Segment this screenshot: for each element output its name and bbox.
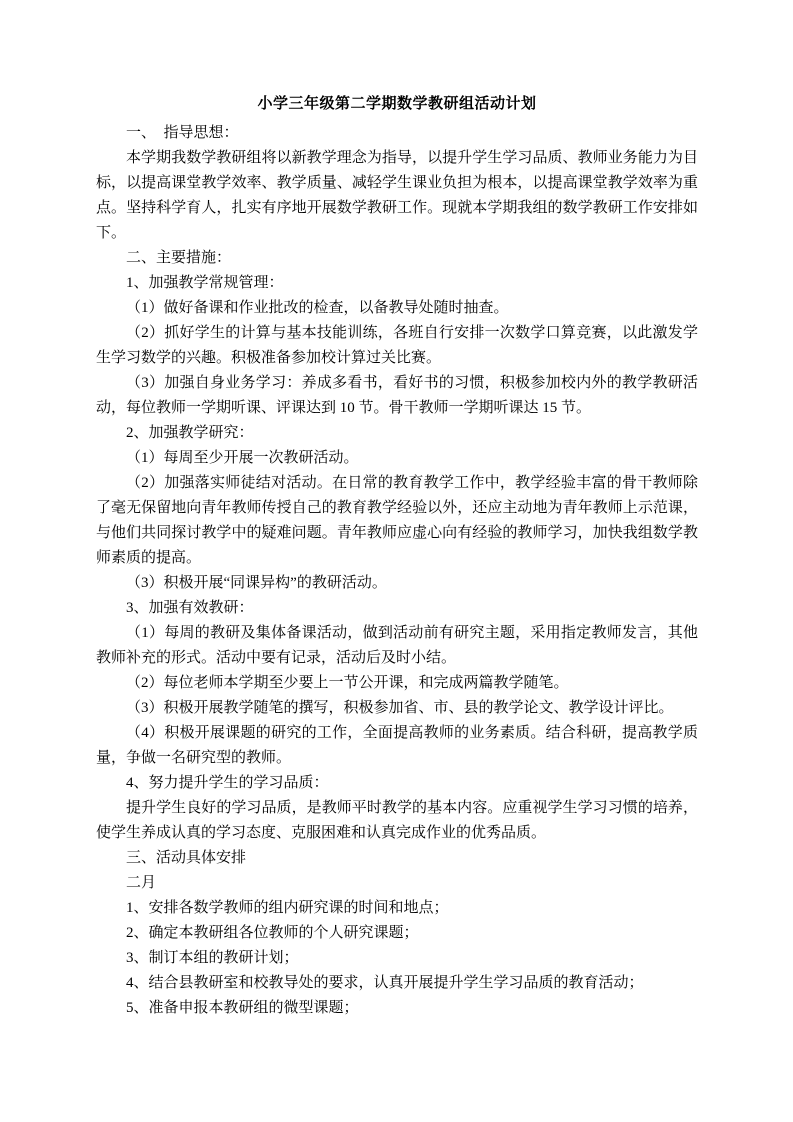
paragraph: （1）每周的教研及集体备课活动，做到活动前有研究主题，采用指定教师发言，其他教师补充的形式。活动中要有记录，活动后及时小结。: [96, 625, 698, 666]
paragraph: 1、安排各数学教师的组内研究课的时间和地点；: [126, 900, 449, 916]
document-content: [96, 0, 698, 1021]
paragraph: 1、加强教学常规管理：: [126, 275, 284, 291]
paragraph: 3、制订本组的教研计划；: [126, 950, 299, 966]
paragraph: 一、 指导思想：: [126, 125, 239, 141]
paragraph: 5、准备申报本教研组的微型课题；: [126, 1000, 359, 1016]
paragraph: 二、主要措施：: [126, 250, 232, 266]
paragraph: （2）每位老师本学期至少要上一节公开课，和完成两篇教学随笔。: [126, 675, 569, 691]
paragraph: 3、加强有效教研：: [126, 600, 254, 616]
paragraph: （2）加强落实师徒结对活动。在日常的教育教学工作中，教学经验丰富的骨干教师除了毫无保留地向青年教师传授自己的教育教学经验以外，还应主动地为青年教师上示范课，与他们共同探讨教学中的疑难问题。青年教师应虚心向有经验的教师学习，加快我组数学教师素质的提高。: [96, 475, 698, 566]
document-body: [96, 121, 698, 1021]
paragraph: （1）每周至少开展一次教研活动。: [126, 450, 359, 466]
paragraph: 提升学生良好的学习品质，是教师平时教学的基本内容。应重视学生学习习惯的培养，使学生养成认真的学习态度、克服困难和认真完成作业的优秀品质。: [96, 800, 698, 841]
paragraph: （4）积极开展课题的研究的工作，全面提高教师的业务素质。结合科研，提高教学质量，争做一名研究型的教师。: [96, 725, 698, 766]
paragraph: （3）积极开展“同课异构”的教研活动。: [126, 575, 387, 591]
paragraph: 4、努力提升学生的学习品质：: [126, 775, 329, 791]
paragraph: 2、加强教学研究：: [126, 425, 254, 441]
paragraph: 4、结合县教研室和校教导处的要求，认真开展提升学生学习品质的教育活动；: [126, 975, 644, 991]
paragraph: （2）抓好学生的计算与基本技能训练，各班自行安排一次数学口算竞赛，以此激发学生学习数学的兴趣。积极准备参加校计算过关比赛。: [96, 325, 698, 366]
paragraph: （1）做好备课和作业批改的检查，以备教导处随时抽查。: [126, 300, 509, 316]
paragraph: 2、确定本教研组各位教师的个人研究课题；: [126, 925, 419, 941]
paragraph: （3）加强自身业务学习：养成多看书，看好书的习惯，积极参加校内外的教学教研活动，每位教师一学期听课、评课达到 10 节。骨干教师一学期听课达 15 节。: [96, 375, 698, 416]
paragraph: 本学期我数学教研组将以新教学理念为指导，以提升学生学习品质、教师业务能力为目标，以提高课堂教学效率、教学质量、减轻学生课业负担为根本，以提高课堂教学效率为重点。坚持科学育人，扎实有序地开展数学教研工作。现就本学期我组的数学教研工作安排如下。: [96, 150, 698, 241]
document-title: 小学三年级第二学期数学教研组活动计划: [257, 96, 537, 112]
paragraph: 三、活动具体安排: [126, 850, 247, 866]
paragraph: （3）积极开展教学随笔的撰写，积极参加省、市、县的教学论文、教学设计评比。: [126, 700, 674, 716]
paragraph: 二月: [126, 875, 157, 891]
